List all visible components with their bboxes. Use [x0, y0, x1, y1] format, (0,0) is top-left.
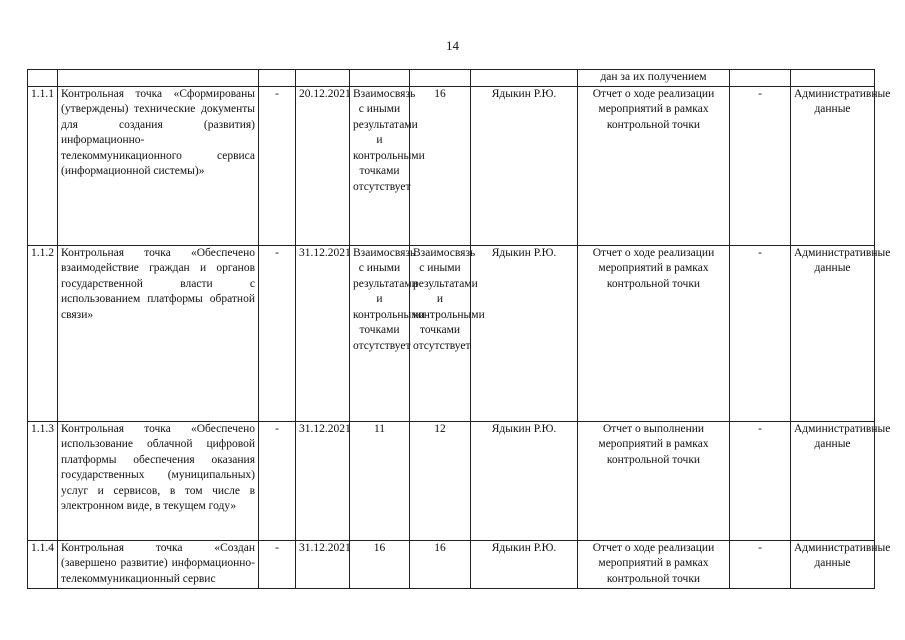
end-date: 31.12.2021	[296, 245, 350, 421]
data-source: Административные данные	[791, 540, 875, 588]
page-number: 14	[446, 38, 459, 53]
end-date: 31.12.2021	[296, 421, 350, 540]
col5-value: Взаимосвязь с иными результатами и контрольными точками отсутствует	[350, 245, 410, 421]
table-row	[28, 86, 875, 245]
start-value: -	[259, 245, 296, 421]
col5-value: Взаимосвязь с иными результатами и контрольными точками отсутствует	[350, 86, 410, 245]
control-point-name: Контрольная точка «Создан (завершено развитие) информационно-телекоммуникационный сервис	[58, 540, 259, 588]
continuation-text: дан за их получением	[578, 70, 730, 87]
row-number: 1.1.2	[28, 245, 58, 421]
row-number: 1.1.3	[28, 421, 58, 540]
start-value: -	[259, 421, 296, 540]
control-point-name: Контрольная точка «Обеспечено взаимодействие граждан и органов государственной власти с использованием платформы обратной связи»	[58, 245, 259, 421]
responsible: Ядыкин Р.Ю.	[471, 540, 578, 588]
report-type: Отчет о ходе реализации мероприятий в рамках контрольной точки	[578, 540, 730, 588]
control-points-table	[27, 69, 891, 589]
data-source: Административные данные	[791, 86, 875, 245]
control-point-name: Контрольная точка «Сформированы (утверждены) технические документы для создания (развития) информационно-телекоммуникационного сервиса (информационной системы)»	[58, 86, 259, 245]
end-date: 20.12.2021	[296, 86, 350, 245]
col6-value: 16	[410, 540, 471, 588]
control-point-name: Контрольная точка «Обеспечено использование облачной цифровой платформы обеспечения оказания государственных (муниципальных) услуг и сервисов, в том числе в электронном виде, в текущем году»	[58, 421, 259, 540]
col9-value: -	[730, 245, 791, 421]
report-type: Отчет о ходе реализации мероприятий в рамках контрольной точки	[578, 86, 730, 245]
col6-value: 16	[410, 86, 471, 245]
start-value: -	[259, 86, 296, 245]
row-number: 1.1.4	[28, 540, 58, 588]
responsible: Ядыкин Р.Ю.	[471, 245, 578, 421]
col5-value: 16	[350, 540, 410, 588]
report-type: Отчет о ходе реализации мероприятий в рамках контрольной точки	[578, 245, 730, 421]
end-date: 31.12.2021	[296, 540, 350, 588]
report-type: Отчет о выполнении мероприятий в рамках контрольной точки	[578, 421, 730, 540]
col6-value: Взаимосвязь с иными результатами и контрольными точками отсутствует	[410, 245, 471, 421]
responsible: Ядыкин Р.Ю.	[471, 421, 578, 540]
col6-value: 12	[410, 421, 471, 540]
col9-value: -	[730, 421, 791, 540]
col9-value: -	[730, 86, 791, 245]
col5-value: 11	[350, 421, 410, 540]
table-row	[28, 245, 875, 421]
data-source: Административные данные	[791, 421, 875, 540]
table-row	[28, 421, 875, 540]
responsible: Ядыкин Р.Ю.	[471, 86, 578, 245]
col9-value: -	[730, 540, 791, 588]
table-continuation-row	[28, 70, 875, 87]
data-source: Административные данные	[791, 245, 875, 421]
start-value: -	[259, 540, 296, 588]
table-row	[28, 540, 875, 588]
row-number: 1.1.1	[28, 86, 58, 245]
